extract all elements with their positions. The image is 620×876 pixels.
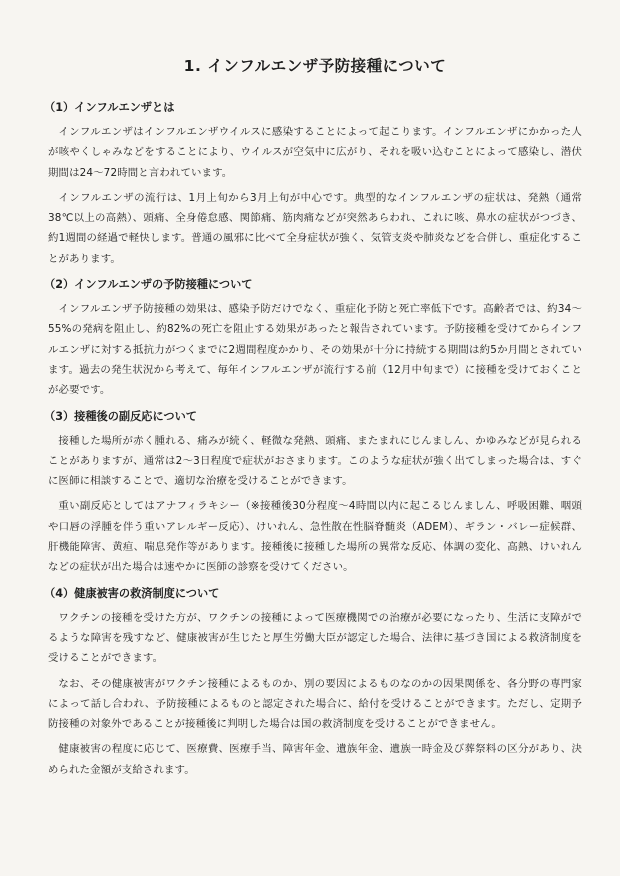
paragraph: 健康被害の程度に応じて、医療費、医療手当、障害年金、遺族年金、遺族一時金及び葬祭料の区分があり、決められた金額が支給されます。 [48,743,582,776]
section-vaccination [44,275,582,400]
paragraph: 接種した場所が赤く腫れる、痛みが続く、軽微な発熱、頭痛、またまれにじんましん、かゆみなどが見られることがありますが、通常は2～3日程度で症状がおさまります。このような症状が強く出てしまった場合は、すぐに医師に相談することで、適切な治療を受けることができます。 [48,434,582,488]
section-relief-system [44,584,582,780]
section-side-effects [44,407,582,578]
page-title: 1. インフルエンザ予防接種について [183,57,447,75]
section-heading: （2）インフルエンザの予防接種について [44,278,253,292]
section-heading: （3）接種後の副反応について [44,409,197,423]
paragraph: インフルエンザの流行は、1月上旬から3月上旬が中心です。典型的なインフルエンザの症状は、発熱（通常38℃以上の高熱）、頭痛、全身倦怠感、関節痛、筋肉痛などが突然あらわれ、これに咳、鼻水の症状がつづき、約1週間の経過で軽快します。普通の風邪に比べて全身症状が強く、気管支炎や肺炎などを合併し、重症化することがあります。 [48,191,582,265]
paragraph: 重い副反応としてはアナフィラキシー（※接種後30分程度～4時間以内に起こるじんましん、呼吸困難、咽頭や口唇の浮腫を伴う重いアレルギー反応）、けいれん、急性散在性脳脊髄炎（ADEM）、ギラン・バレー症候群、肝機能障害、黄疸、喘息発作等があります。接種後に接種した場所の異常な反応、体調の変化、高熱、けいれんなどの症状が出た場合は速やかに医師の診察を受けてください。 [48,500,582,574]
section-heading: （1）インフルエンザとは [44,101,175,114]
section-about-influenza [44,98,582,269]
paragraph: インフルエンザ予防接種の効果は、感染予防だけでなく、重症化予防と死亡率低下です。高齢者では、約34～55%の発病を阻止し、約82%の死亡を阻止する効果があったと報告されています。予防接種を受けてからインフルエンザに対する抵抗力がつくまでに2週間程度かかり、その効果が十分に持続する期間は約5か月間とされています。過去の発生状況から考えて、毎年インフルエンザが流行する前（12月中旬まで）に接種を受けておくことが必要です。 [48,303,582,397]
paragraph: インフルエンザはインフルエンザウイルスに感染することによって起こります。インフルエンザにかかった人が咳やくしゃみなどをすることにより、ウイルスが空気中に広がり、それを吸い込むことによって感染し、潜伏期間は24～72時間と言われています。 [48,126,582,179]
paragraph: ワクチンの接種を受けた方が、ワクチンの接種によって医療機関での治療が必要になったり、生活に支障がでるような障害を残すなど、健康被害が生じたと厚生労働大臣が認定した場合、法律に基づき国による救済制度を受けることができます。 [48,611,582,665]
paragraph: なお、その健康被害がワクチン接種によるものか、別の要因によるものなのかの因果関係を、各分野の専門家によって話し合われ、予防接種によるものと認定された場合に、給付を受けることができます。ただし、定期予防接種の対象外であることが接種後に判明した場合は国の救済制度を受けることができません。 [48,677,582,731]
section-heading: （4）健康被害の救済制度について [44,586,220,600]
